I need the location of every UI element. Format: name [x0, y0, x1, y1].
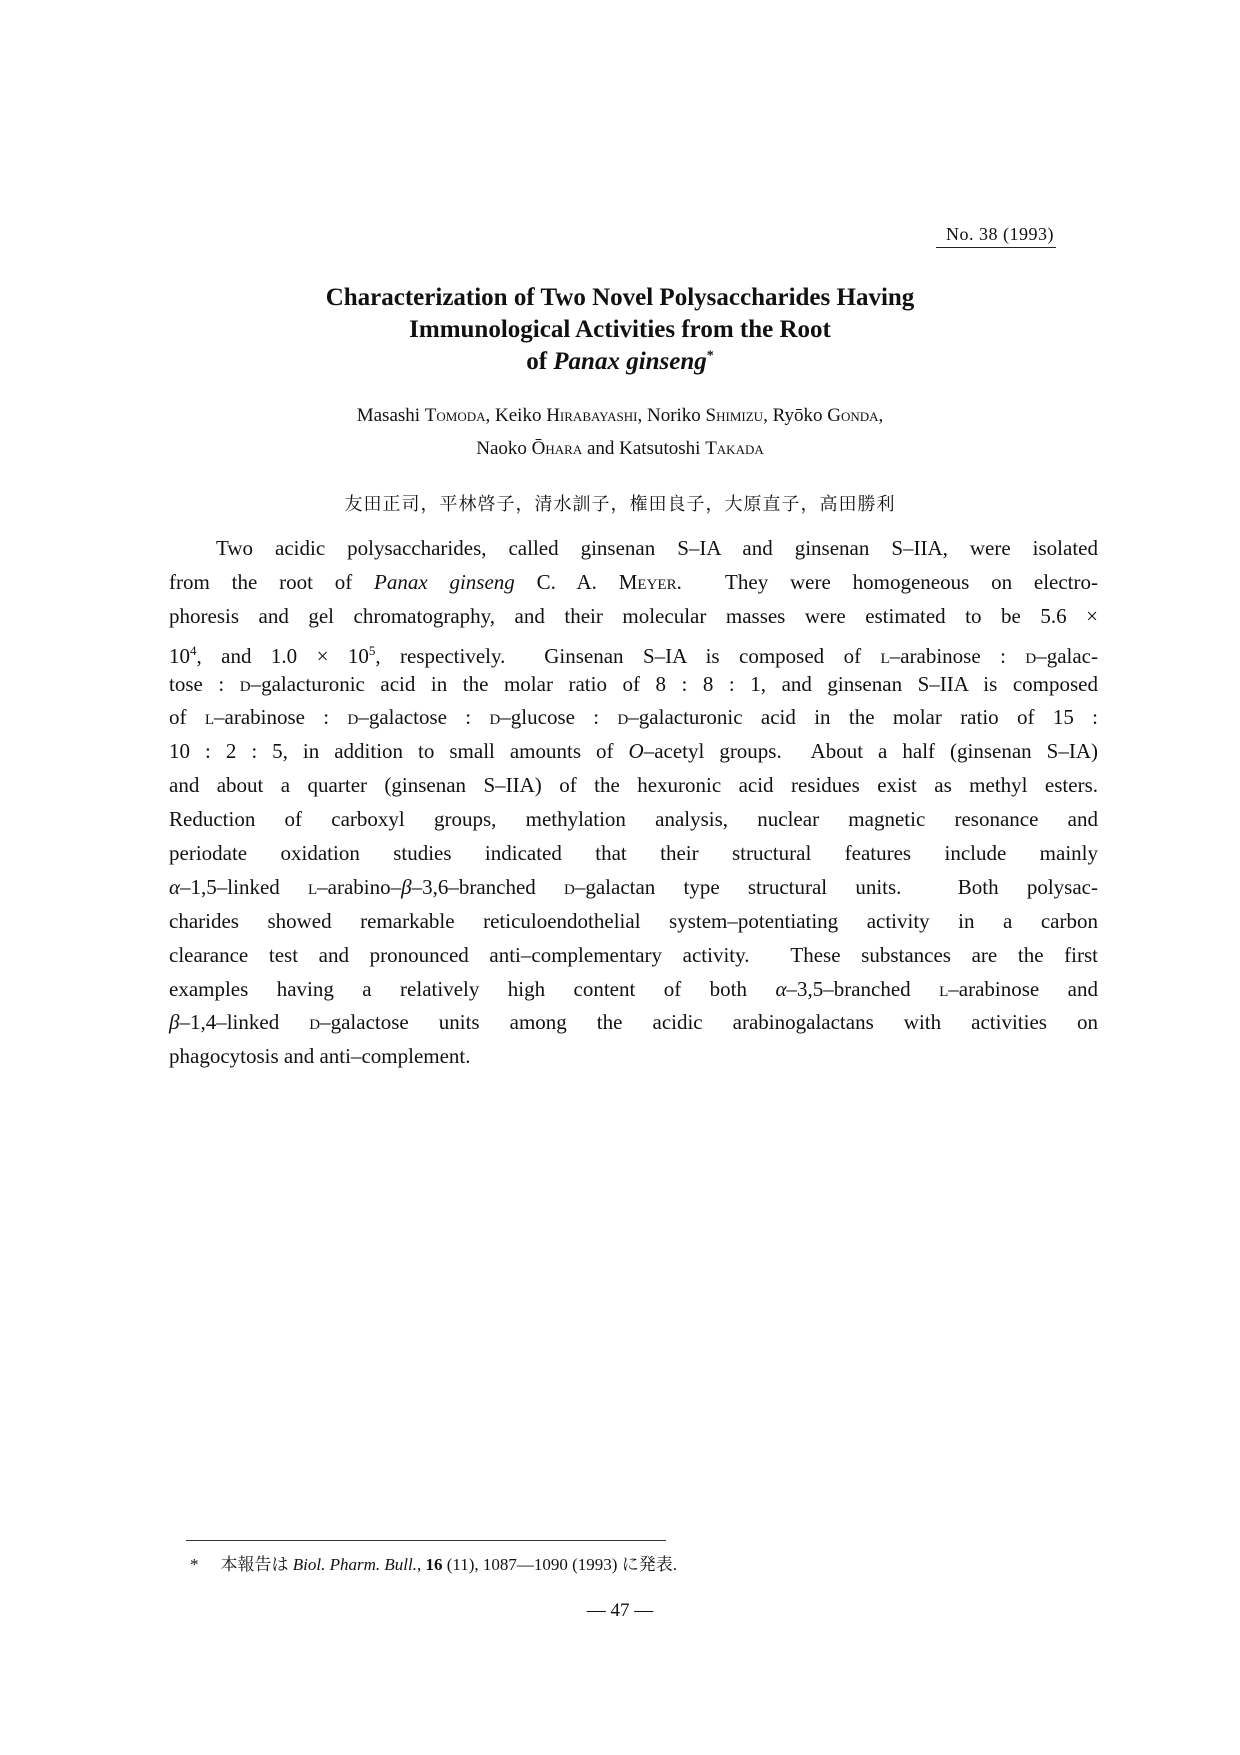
- italic-text: α: [775, 976, 787, 1001]
- text-segment: –galactan type structural units. Both polysac-: [574, 874, 1098, 899]
- title-species: Panax ginseng: [553, 348, 707, 375]
- small-caps-text: l: [204, 705, 214, 730]
- abstract-line: [169, 803, 1098, 837]
- abstract-line: [169, 735, 1098, 769]
- text-segment: Two acidic polysaccharides, called ginsenan S–IA and ginsenan S–IIA, were isolated: [216, 536, 1098, 560]
- footnote-journal: Biol. Pharm. Bull.: [292, 1555, 417, 1574]
- japanese-authors: 友田正司，平林啓子，清水訓子，権田良子，大原直子，高田勝利: [344, 494, 896, 515]
- italic-text: β: [169, 1010, 180, 1035]
- text-segment: –galactose :: [358, 705, 490, 730]
- text-segment: and Katsutoshi: [582, 438, 706, 459]
- text-segment: –galactose units among the acidic arabinogalactans with activities on: [320, 1010, 1098, 1035]
- small-caps-text: d: [564, 874, 575, 899]
- text-segment: , respectively. Ginsenan S–IA is composed of: [375, 643, 881, 668]
- superscript: 4: [190, 642, 197, 658]
- small-caps-text: d: [347, 705, 359, 730]
- text-segment: of: [169, 705, 205, 730]
- small-caps-text: d: [239, 671, 251, 696]
- small-caps-text: d: [489, 705, 501, 730]
- abstract-line: [169, 973, 1098, 1007]
- abstract-line: [169, 634, 1098, 668]
- text-segment: –galacturonic acid in the molar ratio of 15 :: [628, 705, 1099, 730]
- italic-text: β: [401, 874, 412, 899]
- footnote-rule: [186, 1540, 666, 1541]
- abstract-line: [169, 600, 1098, 634]
- text-segment: C. A.: [514, 569, 619, 594]
- superscript: 5: [368, 642, 376, 658]
- footnote-prefix: 本報告は: [220, 1555, 293, 1574]
- text-segment: , Ryōko: [763, 405, 828, 426]
- text-segment: –glucose :: [500, 705, 618, 730]
- footnote: * 本報告は Biol. Pharm. Bull., 16 (11), 1087—1090 (1993) に発表.: [190, 1555, 677, 1574]
- text-segment: phagocytosis and anti–complement.: [169, 1044, 471, 1069]
- small-caps-text: l: [880, 643, 890, 668]
- small-caps-text: Ōhara: [531, 438, 583, 459]
- footnote-volume: 16: [425, 1555, 443, 1574]
- text-segment: clearance test and pronounced anti–complementary activity. These substances are the first: [169, 942, 1098, 967]
- authors-line-2: [0, 438, 1240, 460]
- footnote-marker: *: [706, 348, 714, 364]
- text-segment: –3,6–branched: [411, 874, 564, 899]
- text-segment: periodate oxidation studies indicated that their structural features include mainly: [169, 841, 1098, 866]
- small-caps-text: Shimizu: [705, 405, 764, 426]
- title-prefix: of: [526, 348, 554, 375]
- text-segment: , Keiko: [485, 405, 547, 426]
- text-segment: Masashi: [356, 405, 425, 426]
- text-segment: . They were homogeneous on electro-: [676, 569, 1098, 594]
- text-segment: tose :: [169, 671, 240, 696]
- text-segment: Reduction of carboxyl groups, methylation analysis, nuclear magnetic resonance and: [169, 807, 1098, 832]
- small-caps-text: d: [309, 1010, 321, 1035]
- abstract-line: [169, 668, 1098, 702]
- footnote-mark: *: [190, 1555, 199, 1574]
- text-segment: –arabino–: [317, 874, 402, 899]
- small-caps-text: l: [307, 874, 318, 899]
- issue-number: No. 38 (1993): [936, 224, 1056, 248]
- authors-line-1: [0, 405, 1240, 427]
- text-segment: , and 1.0 × 10: [196, 643, 369, 668]
- abstract-line: [169, 905, 1098, 939]
- abstract-line: [169, 701, 1098, 735]
- footnote-rest: (11), 1087—1090 (1993) に発表.: [442, 1555, 677, 1574]
- small-caps-text: Hirabayashi: [546, 405, 638, 426]
- text-segment: phoresis and gel chromatography, and their molecular masses were estimated to be 5.6 ×: [169, 603, 1098, 628]
- abstract-line: [169, 566, 1098, 600]
- text-segment: 10: [169, 643, 190, 668]
- text-segment: examples having a relatively high content of both: [169, 976, 776, 1001]
- italic-text: Panax ginseng: [374, 569, 515, 594]
- title-line-2: Immunological Activities from the Root: [409, 316, 831, 343]
- text-segment: 10 : 2 : 5, in addition to small amounts of: [169, 739, 629, 764]
- text-segment: charides showed remarkable reticuloendothelial system–potentiating activity in a carbon: [169, 908, 1098, 933]
- text-segment: ,: [878, 405, 884, 426]
- italic-text: α: [169, 874, 181, 899]
- text-segment: –arabinose and: [948, 976, 1098, 1001]
- text-segment: –1,5–linked: [180, 874, 308, 899]
- small-caps-text: Takada: [705, 438, 764, 459]
- small-caps-text: d: [617, 705, 629, 730]
- text-segment: –1,4–linked: [179, 1010, 310, 1035]
- text-segment: –acetyl groups. About a half (ginsenan S–IA): [643, 739, 1098, 764]
- abstract-line: [169, 1006, 1098, 1040]
- small-caps-text: Meyer: [618, 569, 677, 594]
- abstract-line: [169, 532, 1098, 566]
- text-segment: –galacturonic acid in the molar ratio of 8 : 8 : 1, and ginsenan S–IIA is composed: [250, 671, 1098, 696]
- abstract-line: [169, 939, 1098, 973]
- abstract-line: [169, 1040, 1098, 1074]
- text-segment: –arabinose :: [889, 643, 1026, 668]
- text-segment: –arabinose :: [214, 705, 348, 730]
- small-caps-text: Tomoda: [424, 405, 486, 426]
- text-segment: –3,5–branched: [786, 976, 940, 1001]
- italic-text: O: [628, 739, 644, 764]
- title-line-3: [0, 348, 1240, 376]
- abstract: [169, 532, 1098, 1074]
- abstract-line: [169, 769, 1098, 803]
- abstract-line: [169, 871, 1098, 905]
- text-segment: Naoko: [476, 438, 532, 459]
- text-segment: from the root of: [169, 569, 375, 594]
- page-number: — 47 —: [586, 1600, 654, 1621]
- small-caps-text: d: [1025, 643, 1037, 668]
- text-segment: , Noriko: [637, 405, 706, 426]
- small-caps-text: Gonda: [827, 405, 879, 426]
- abstract-line: [169, 837, 1098, 871]
- small-caps-text: l: [939, 976, 949, 1001]
- text-segment: and about a quarter (ginsenan S–IIA) of the hexuronic acid residues exist as methyl esters.: [169, 773, 1098, 798]
- text-segment: –galac-: [1036, 643, 1098, 668]
- title-line-1: Characterization of Two Novel Polysaccharides Having: [325, 284, 915, 311]
